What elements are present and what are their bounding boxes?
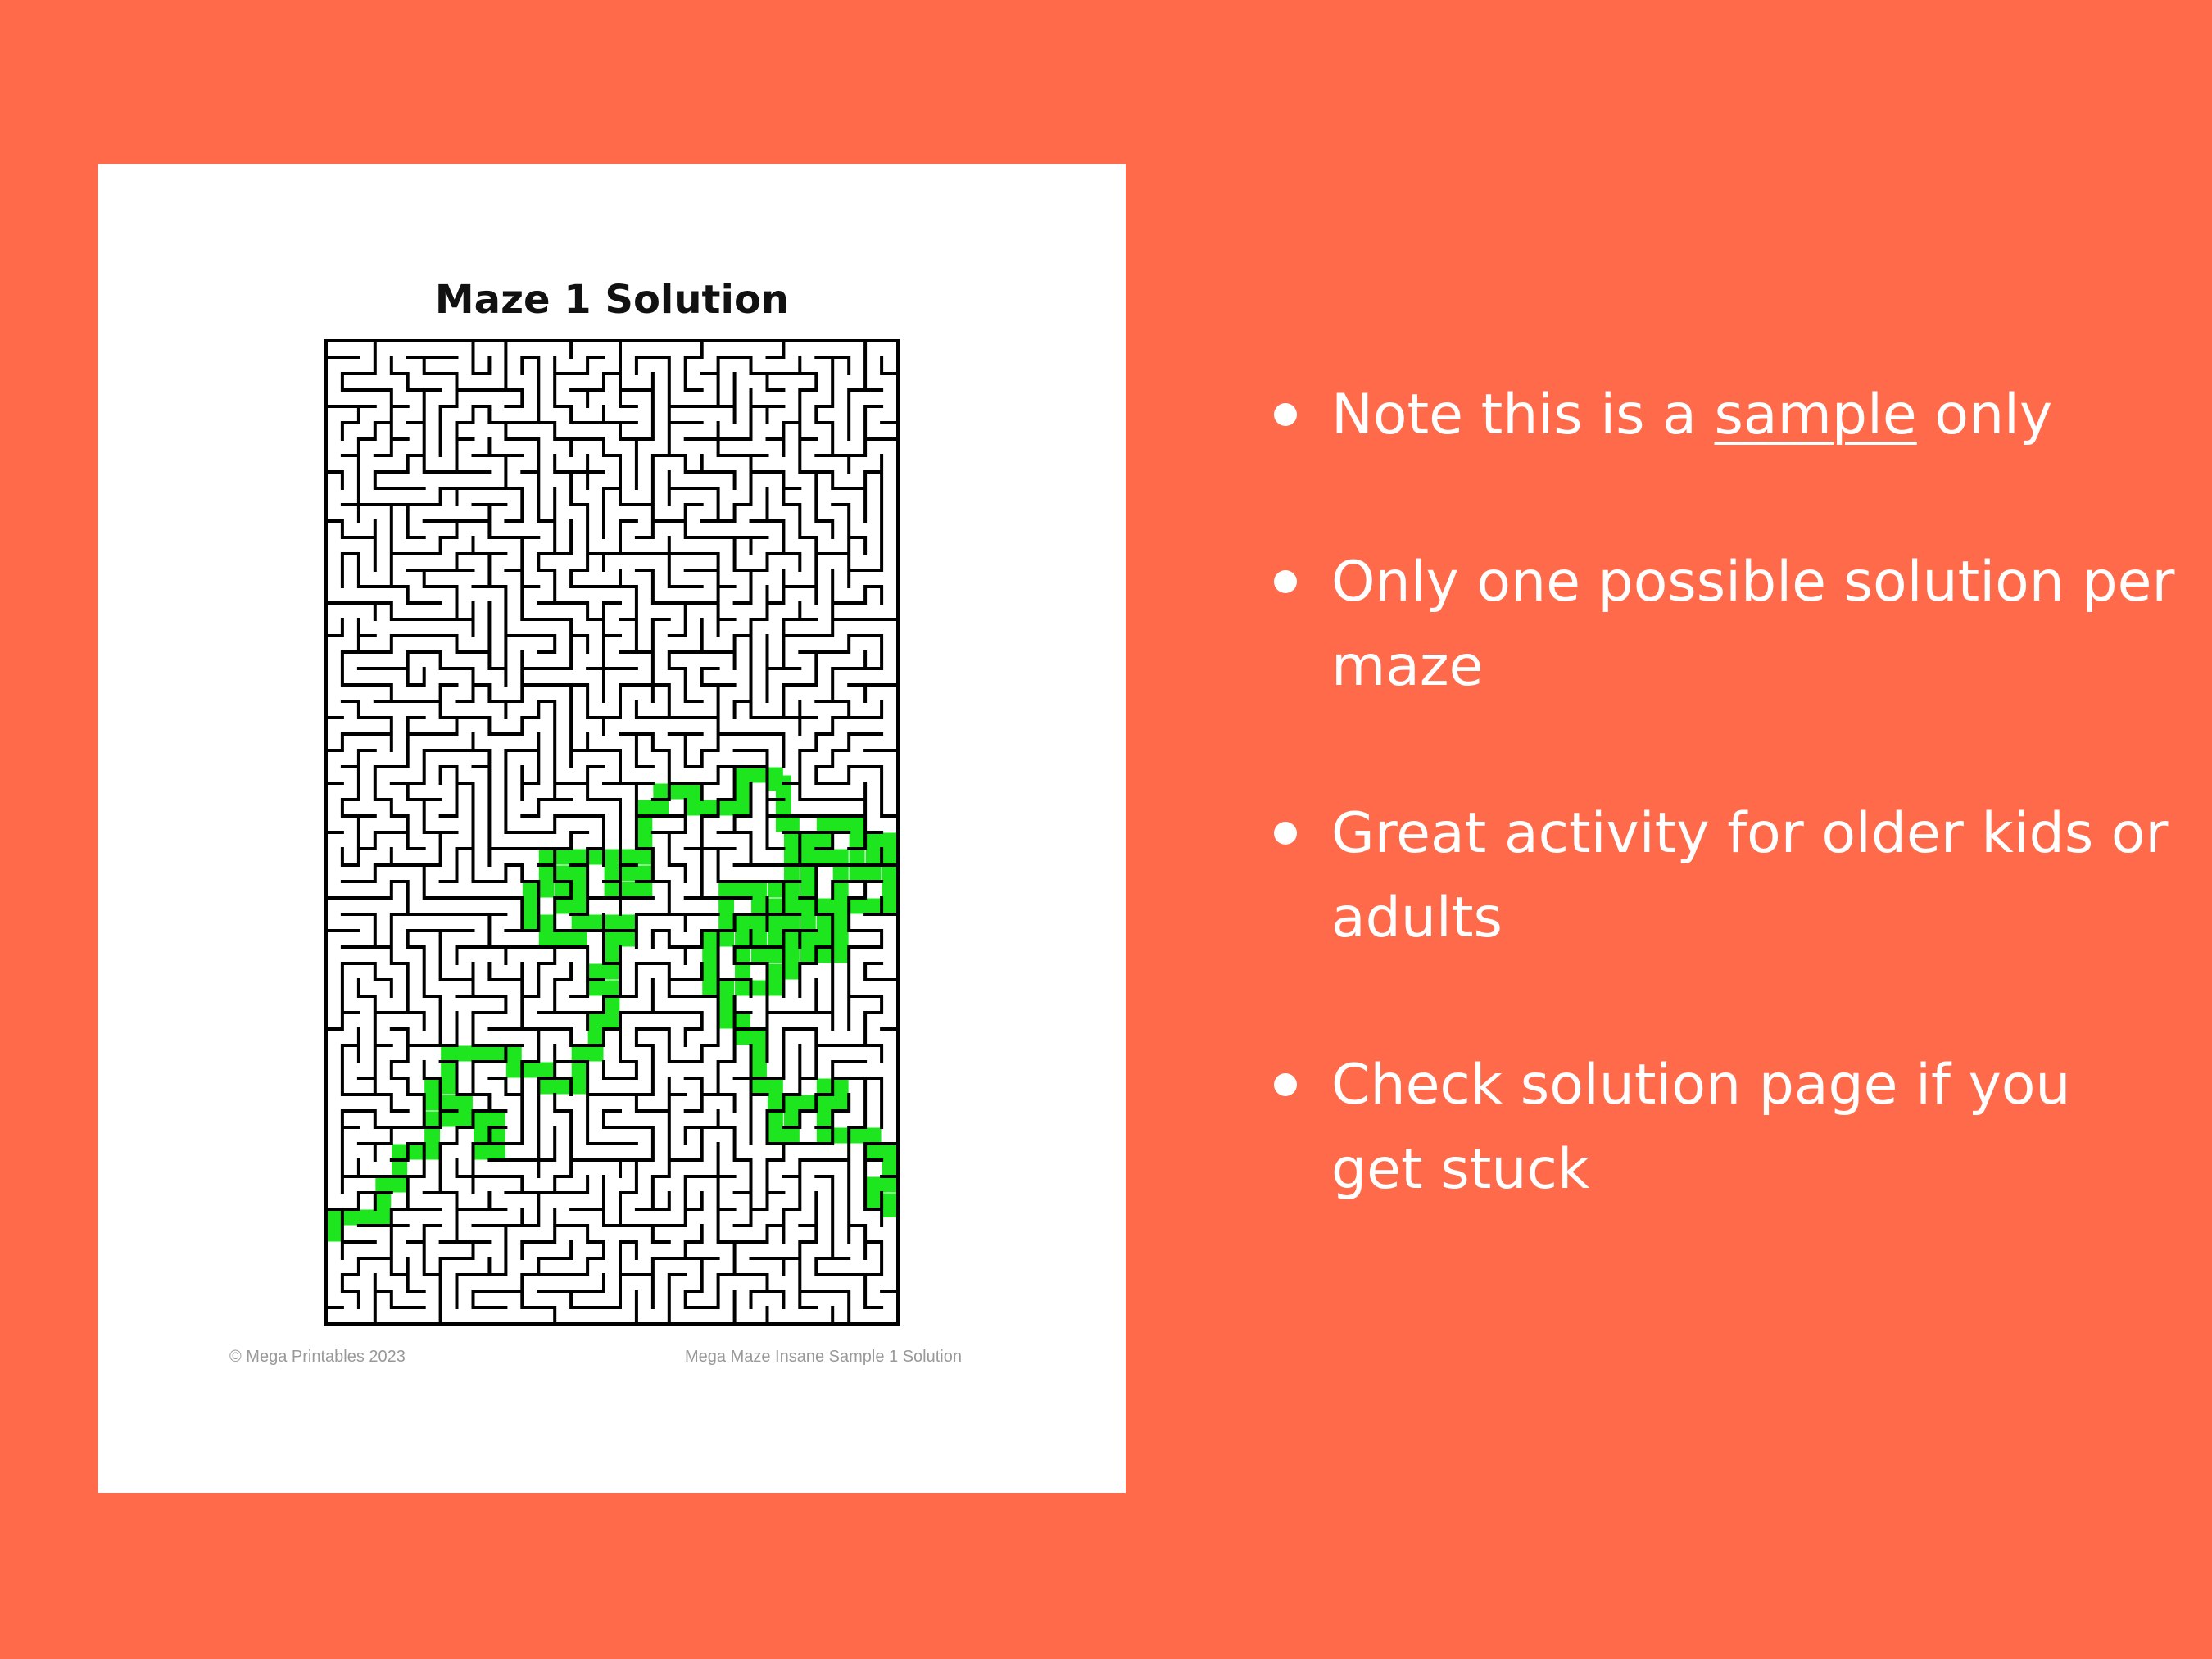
bullet-icon xyxy=(1274,1073,1297,1096)
maze-name-footer: Mega Maze Insane Sample 1 Solution xyxy=(685,1348,962,1366)
maze-page xyxy=(98,164,1126,1493)
notes-list xyxy=(1274,373,2175,1212)
note-text-tail: only xyxy=(1916,383,2053,447)
bullet-icon xyxy=(1274,570,1297,593)
maze-grid xyxy=(324,339,900,1326)
note-one-solution xyxy=(1274,540,2175,709)
note-text: Great activity for older kids or adults xyxy=(1331,801,2169,950)
sample-underlined: sample xyxy=(1714,383,1917,447)
copyright-footer: © Mega Printables 2023 xyxy=(229,1348,406,1366)
bullet-icon xyxy=(1274,822,1297,845)
note-text: Only one possible solution per maze xyxy=(1331,550,2175,699)
note-text: Check solution page if you get stuck xyxy=(1331,1053,2071,1202)
bullet-icon xyxy=(1274,403,1297,426)
maze-walls xyxy=(326,341,898,1324)
note-check-solution xyxy=(1274,1043,2175,1212)
solution-path xyxy=(324,775,900,1234)
note-audience xyxy=(1274,791,2175,960)
maze-wall-lines xyxy=(326,341,898,1324)
note-sample xyxy=(1274,373,2175,457)
note-text: Note this is a xyxy=(1331,383,1715,447)
maze-title: Maze 1 Solution xyxy=(434,277,790,323)
